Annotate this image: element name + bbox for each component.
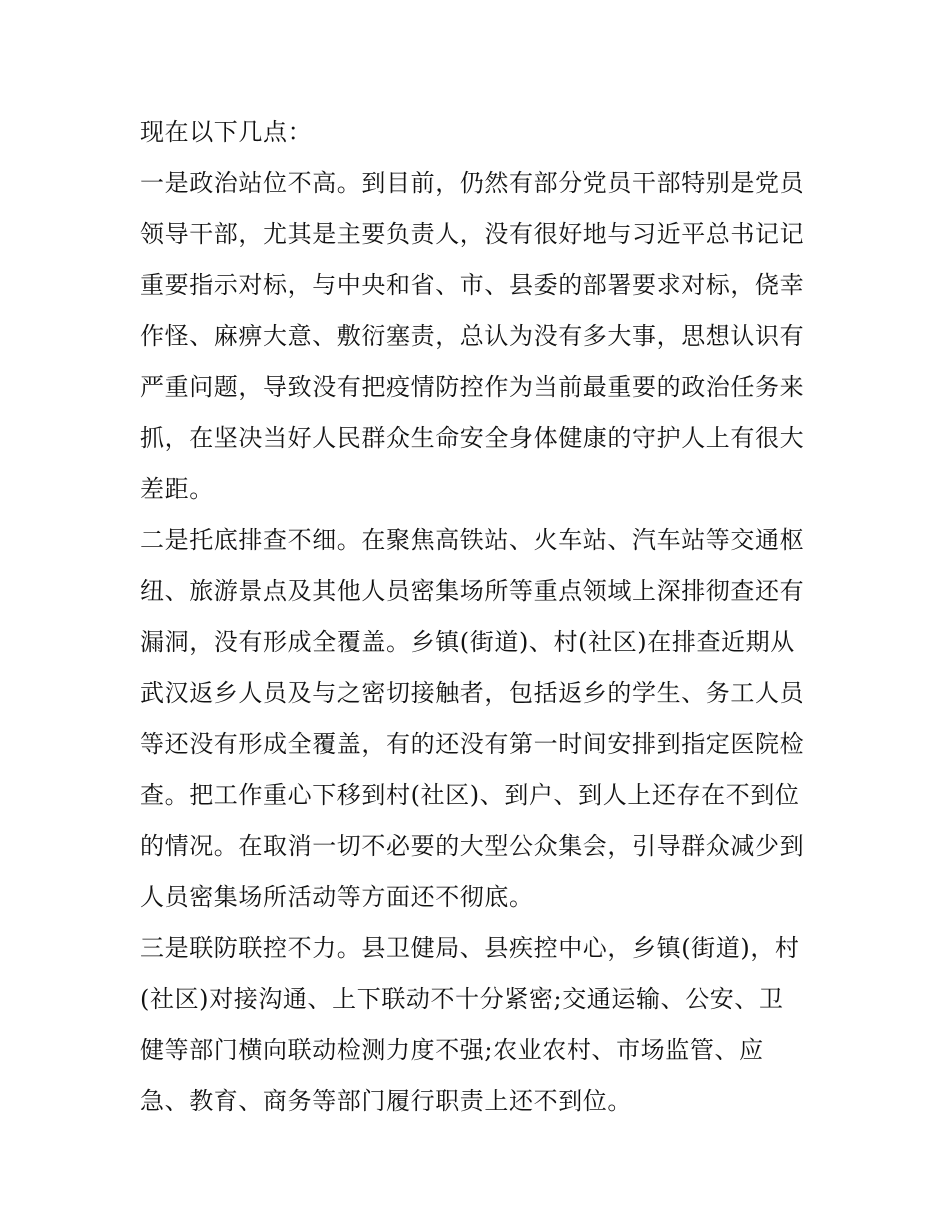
text-line: 二是托底排查不细。在聚焦高铁站、火车站、汽车站等交通枢	[140, 526, 805, 554]
text-line: 人员密集场所活动等方面还不彻底。	[140, 883, 534, 911]
text-line: 的情况。在取消一切不必要的大型公众集会，引导群众减少到	[140, 832, 805, 860]
text-line: 差距。	[140, 475, 214, 503]
text-line: 查。把工作重心下移到村(社区)、到户、到人上还存在不到位	[140, 781, 800, 809]
text-line: 重要指示对标，与中央和省、市、县委的部署要求对标，侥幸	[140, 271, 805, 299]
text-line: 作怪、麻痹大意、敷衍塞责，总认为没有多大事，思想认识有	[140, 322, 805, 350]
text-line: 三是联防联控不力。县卫健局、县疾控中心，乡镇(街道)，村	[140, 934, 800, 962]
text-line-intro: 现在以下几点：	[140, 118, 313, 146]
text-line: 健等部门横向联动检测力度不强;农业农村、市场监管、应	[140, 1036, 764, 1064]
text-line: 严重问题，导致没有把疫情防控作为当前最重要的政治任务来	[140, 373, 805, 401]
text-line: 等还没有形成全覆盖，有的还没有第一时间安排到指定医院检	[140, 730, 805, 758]
text-line: (社区)对接沟通、上下联动不十分紧密;交通运输、公安、卫	[140, 985, 784, 1013]
text-line: 漏洞，没有形成全覆盖。乡镇(街道)、村(社区)在排查近期从	[140, 628, 795, 656]
text-line: 抓，在坚决当好人民群众生命安全身体健康的守护人上有很大	[140, 424, 805, 452]
text-line: 武汉返乡人员及与之密切接触者，包括返乡的学生、务工人员	[140, 679, 805, 707]
text-line: 领导干部，尤其是主要负责人，没有很好地与习近平总书记记	[140, 220, 805, 248]
text-line: 纽、旅游景点及其他人员密集场所等重点领域上深排彻查还有	[140, 577, 805, 605]
text-line: 急、教育、商务等部门履行职责上还不到位。	[140, 1087, 632, 1115]
text-line: 一是政治站位不高。到目前，仍然有部分党员干部特别是党员	[140, 169, 805, 197]
